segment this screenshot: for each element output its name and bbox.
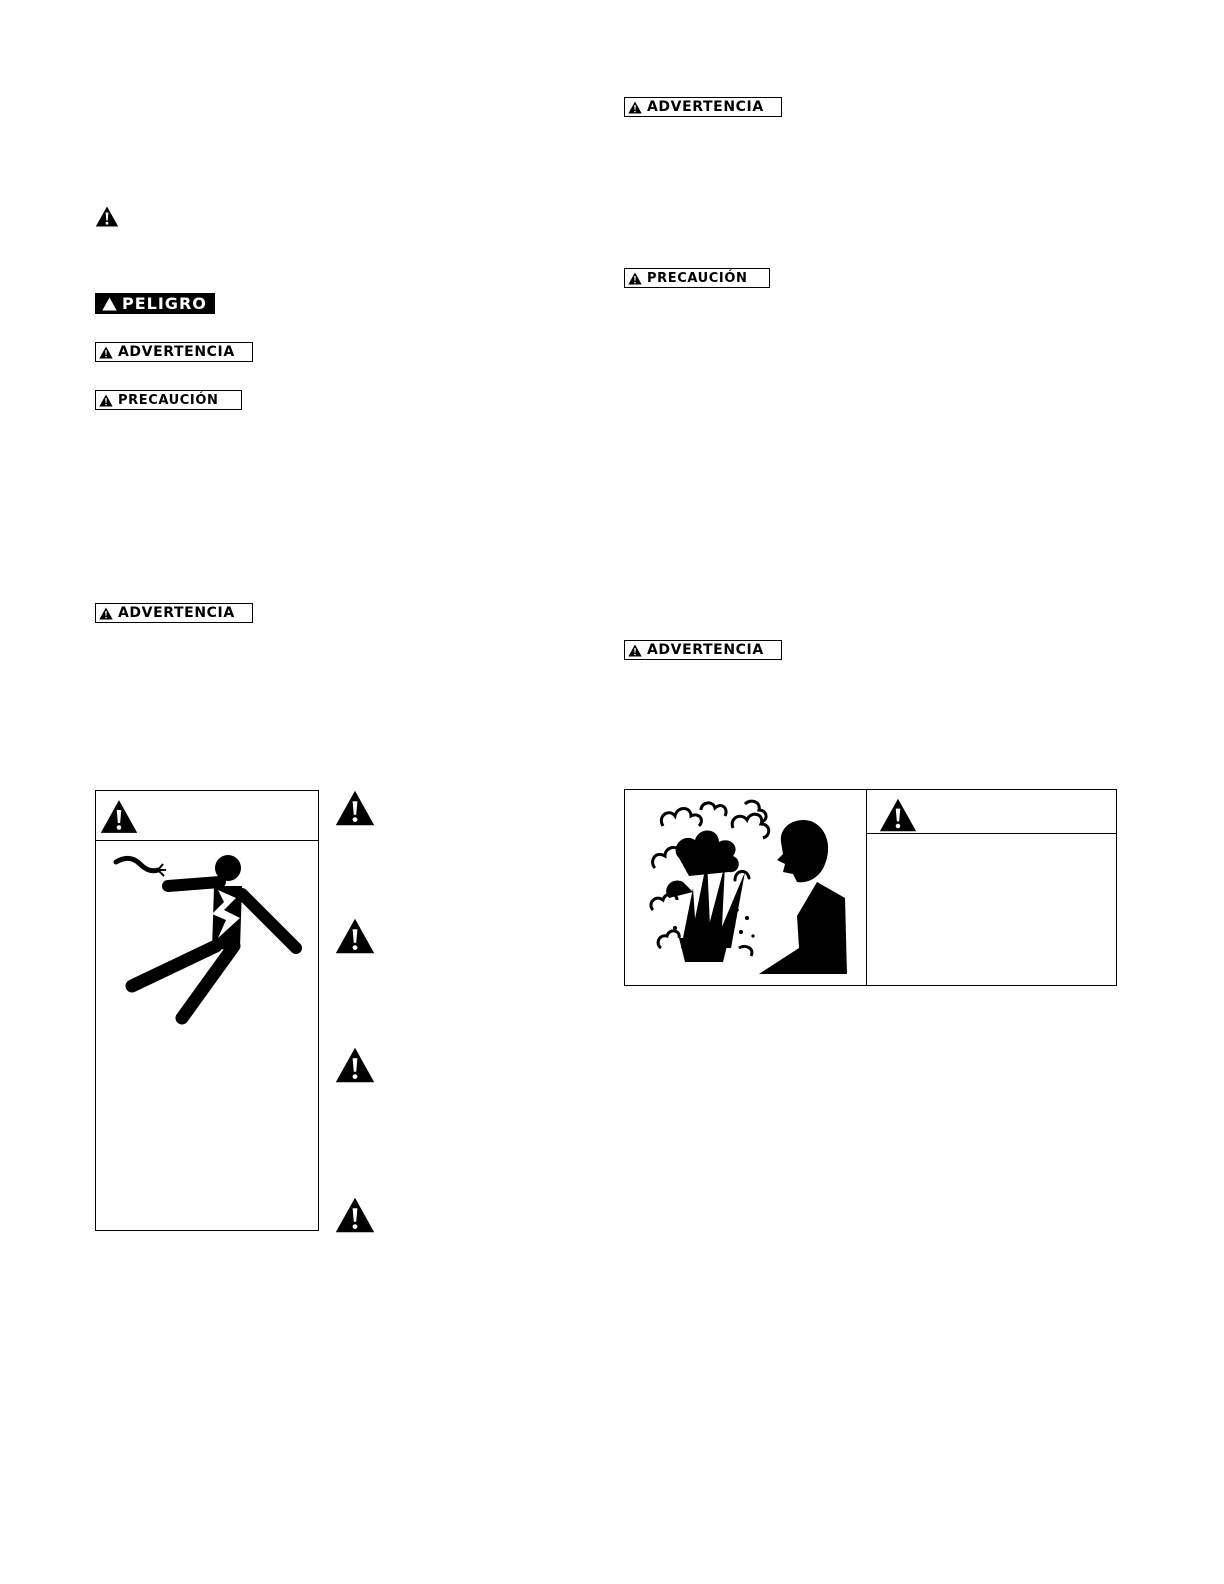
peligro-badge (95, 293, 215, 314)
warning-triangle-icon (100, 799, 138, 834)
advertencia-badge (624, 640, 782, 660)
advertencia-badge (95, 342, 253, 362)
warning-triangle-icon (335, 790, 375, 826)
warning-triangle-icon (102, 297, 117, 311)
explosion-hazard-box (624, 789, 1117, 986)
warning-triangle-icon (99, 394, 113, 407)
explosion-hazard-pictogram (649, 798, 849, 974)
advertencia-badge (624, 97, 782, 117)
warning-triangle-icon (628, 101, 642, 114)
advertencia-label: ADVERTENCIA (118, 344, 235, 360)
advertencia-label: ADVERTENCIA (647, 99, 764, 115)
precaucion-label: PRECAUCIÓN (647, 270, 748, 286)
warning-triangle-icon (335, 918, 375, 954)
precaucion-label: PRECAUCIÓN (118, 392, 219, 408)
warning-triangle-icon (628, 272, 642, 285)
electric-shock-pictogram (108, 846, 308, 1026)
advertencia-badge (95, 603, 253, 623)
warning-triangle-icon (99, 607, 113, 620)
advertencia-label: ADVERTENCIA (647, 642, 764, 658)
warning-triangle-icon (95, 206, 119, 227)
warning-triangle-icon (99, 346, 113, 359)
warning-triangle-icon (335, 1197, 375, 1233)
electric-shock-hazard-box (95, 790, 319, 1231)
warning-triangle-icon (335, 1047, 375, 1083)
precaucion-badge (624, 268, 770, 288)
peligro-label: PELIGRO (122, 294, 207, 313)
warning-triangle-icon (628, 644, 642, 657)
advertencia-label: ADVERTENCIA (118, 605, 235, 621)
precaucion-badge (95, 390, 242, 410)
warning-triangle-icon (879, 798, 917, 832)
